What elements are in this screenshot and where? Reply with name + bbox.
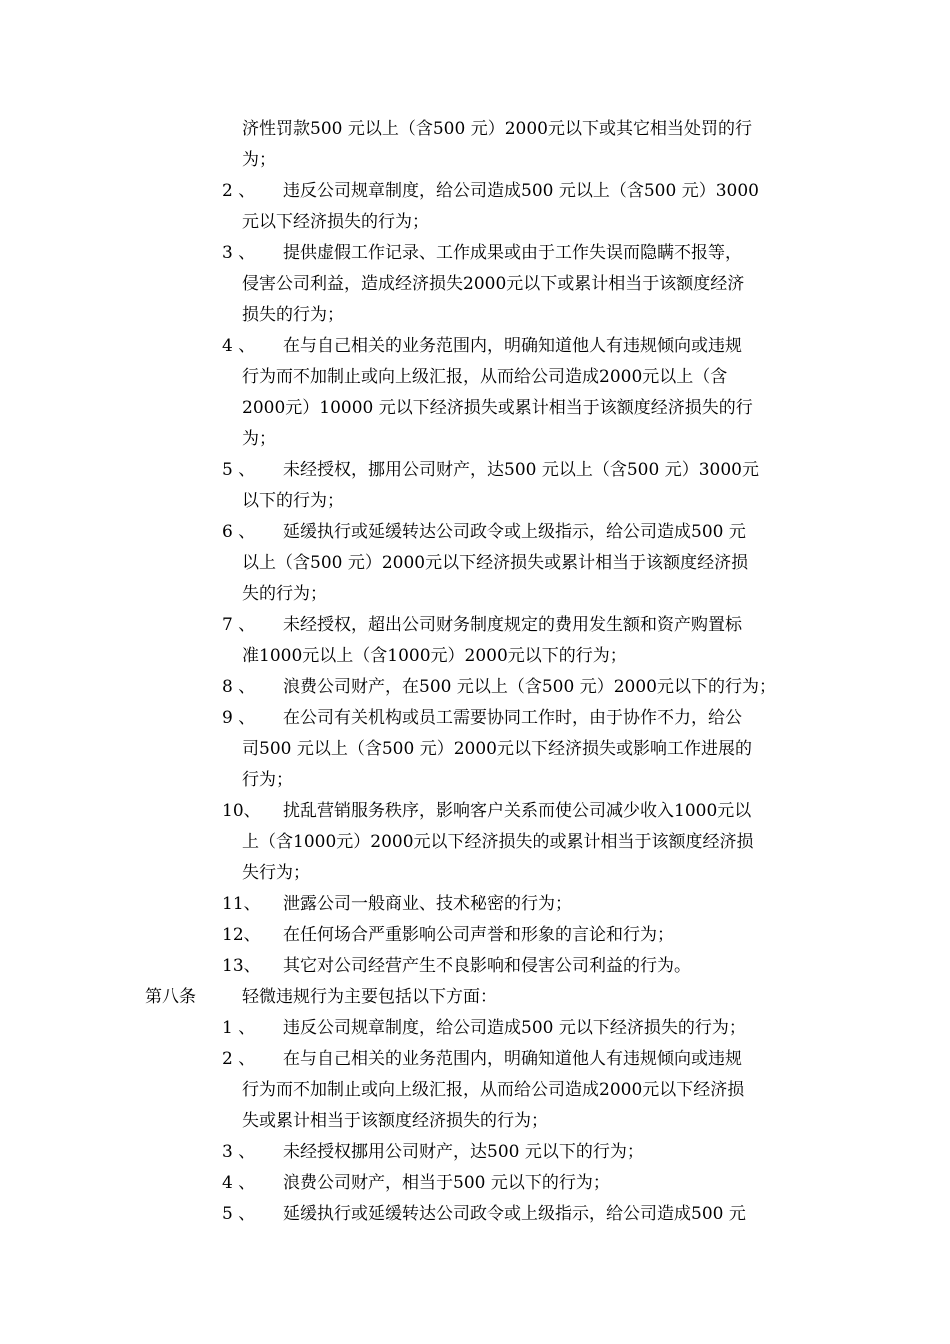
list-item-number: 8 、: [222, 677, 256, 697]
list-item-continuation: 司500 元以上（含500 元）2000元以下经济损失或影响工作进展的: [242, 739, 752, 759]
list-item-text: 泄露公司一般商业、技术秘密的行为；: [283, 894, 572, 914]
list-item-number: 2 、: [222, 181, 256, 201]
list-item-number: 5 、: [222, 460, 256, 480]
list-item-continuation: 行为；: [242, 770, 293, 790]
list-item-text: 延缓执行或延缓转达公司政令或上级指示，给公司造成500 元: [283, 1204, 746, 1224]
list-item-continuation: 济性罚款500 元以上（含500 元）2000元以下或其它相当处罚的行: [242, 119, 752, 139]
list-item-number: 4 、: [222, 336, 256, 356]
list-item-continuation: 以下的行为；: [242, 491, 344, 511]
list-item-text: 提供虚假工作记录、工作成果或由于工作失误而隐瞒不报等，: [283, 243, 742, 263]
list-item-number: 13、: [222, 956, 261, 976]
list-item-number: 3 、: [222, 1142, 256, 1162]
list-item-text: 在任何场合严重影响公司声誉和形象的言论和行为；: [283, 925, 674, 945]
list-item-number: 4 、: [222, 1173, 256, 1193]
list-item-number: 1 、: [222, 1018, 256, 1038]
list-item-text: 延缓执行或延缓转达公司政令或上级指示，给公司造成500 元: [283, 522, 746, 542]
list-item-continuation: 为；: [242, 429, 276, 449]
list-item-continuation: 失的行为；: [242, 584, 327, 604]
list-item-number: 11、: [222, 894, 261, 914]
list-item-number: 10、: [222, 801, 261, 821]
list-item-continuation: 以上（含500 元）2000元以下经济损失或累计相当于该额度经济损: [242, 553, 749, 573]
list-item-continuation: 元以下经济损失的行为；: [242, 212, 429, 232]
list-item-number: 7 、: [222, 615, 256, 635]
list-item-text: 在与自己相关的业务范围内，明确知道他人有违规倾向或违规: [283, 1049, 742, 1069]
list-item-continuation: 行为而不加制止或向上级汇报，从而给公司造成2000元以上（含: [242, 367, 728, 387]
list-item-text: 未经授权，挪用公司财产，达500 元以上（含500 元）3000元: [283, 460, 759, 480]
list-item-text: 未经授权挪用公司财产，达500 元以下的行为；: [283, 1142, 644, 1162]
list-item-number: 12、: [222, 925, 261, 945]
list-item-continuation: 行为而不加制止或向上级汇报，从而给公司造成2000元以下经济损: [242, 1080, 745, 1100]
list-item-number: 9 、: [222, 708, 256, 728]
article-8-label: 第八条: [145, 987, 196, 1007]
list-item-text: 在公司有关机构或员工需要协同工作时，由于协作不力，给公: [283, 708, 742, 728]
list-item-text: 违反公司规章制度，给公司造成500 元以下经济损失的行为；: [283, 1018, 746, 1038]
list-item-text: 在与自己相关的业务范围内，明确知道他人有违规倾向或违规: [283, 336, 742, 356]
list-item-continuation: 侵害公司利益，造成经济损失2000元以下或累计相当于该额度经济: [242, 274, 745, 294]
list-item-number: 3 、: [222, 243, 256, 263]
list-item-continuation: 失或累计相当于该额度经济损失的行为；: [242, 1111, 548, 1131]
list-item-text: 其它对公司经营产生不良影响和侵害公司利益的行为。: [283, 956, 691, 976]
list-item-continuation: 上（含1000元）2000元以下经济损失的或累计相当于该额度经济损: [242, 832, 754, 852]
list-item-text: 浪费公司财产，相当于500 元以下的行为；: [283, 1173, 610, 1193]
list-item-number: 6 、: [222, 522, 256, 542]
list-item-text: 扰乱营销服务秩序，影响客户关系而使公司减少收入1000元以: [283, 801, 752, 821]
list-item-continuation: 失行为；: [242, 863, 310, 883]
list-item-continuation: 2000元）10000 元以下经济损失或累计相当于该额度经济损失的行: [242, 398, 753, 418]
list-item-number: 5 、: [222, 1204, 256, 1224]
list-item-continuation: 为；: [242, 150, 276, 170]
article-8-text: 轻微违规行为主要包括以下方面：: [242, 987, 497, 1007]
list-item-text: 浪费公司财产，在500 元以上（含500 元）2000元以下的行为；: [283, 677, 776, 697]
list-item-text: 违反公司规章制度，给公司造成500 元以上（含500 元）3000: [283, 181, 759, 201]
list-item-number: 2 、: [222, 1049, 256, 1069]
list-item-continuation: 准1000元以上（含1000元）2000元以下的行为；: [242, 646, 627, 666]
list-item-text: 未经授权，超出公司财务制度规定的费用发生额和资产购置标: [283, 615, 742, 635]
list-item-continuation: 损失的行为；: [242, 305, 344, 325]
